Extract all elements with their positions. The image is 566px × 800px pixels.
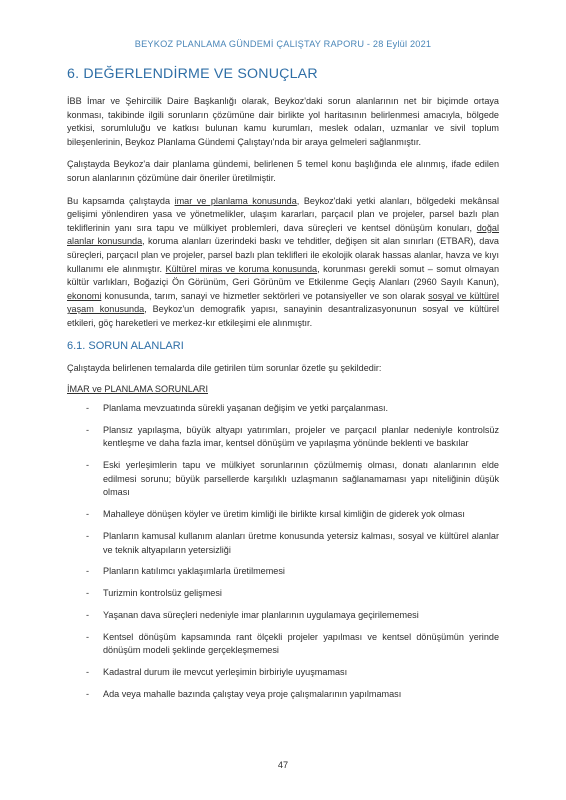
list-item xyxy=(67,530,499,557)
bullet-dash: - xyxy=(86,609,90,620)
bullet-dash: - xyxy=(86,531,90,541)
list-item xyxy=(67,402,499,416)
paragraph-scope: Çalıştayda Beykoz'a dair planlama gündemi, belirlenen 5 temel konu başlığında ele alınmış, ifade edilen sorun alanlarının çözümüne dair öneriler üretilmiştir. xyxy=(67,159,499,183)
paragraph-intro: İBB İmar ve Şehircilik Daire Başkanlığı olarak, Beykoz'daki sorun alanlarının net bir biçimde ortaya konması, takibinde ilgili sorunların çözümüne dair birlikte yol haritasının belirlenmesi amacıyla, bölgede yetkisi, sorumluluğu ve katkısı bulunan kamu kurumları, meslek odaları, uzmanlar ve sivil toplum bileşenlerinin, Beykoz Planlama Gündemi Çalıştayı'nda bir araya gelmeleri sağlanmıştır. xyxy=(67,96,499,147)
list-item xyxy=(67,459,499,500)
bullet-dash: - xyxy=(86,631,90,642)
topics-text-6: , Beykoz'un demografik yapısı, sanayinin desantralizasyonunun sosyal ve kültürel etkileri, göç hareketleri ve merkez-kır etkileşimi ele alınmıştır. xyxy=(67,304,499,328)
list-item-text: Ada veya mahalle bazında çalıştay veya proje çalışmalarının yapılmaması xyxy=(103,688,402,699)
topic-kulturel-miras: Kültürel miras ve koruma konusunda xyxy=(165,263,318,274)
topics-text-4: , korunması gerekli somut – somut olmayan kültür varlıkları, Boğaziçi Ön Görünüm, Geri Görünüm ve Etkilenme Geçiş Alanları (2960 Sayılı Kanun), xyxy=(67,263,500,288)
page-number: 47 xyxy=(277,760,289,770)
bullet-dash: - xyxy=(86,403,90,414)
subsection-intro: Çalıştayda belirlenen temalarda dile getirilen tüm sorunlar özetle şu şekildedir: xyxy=(67,362,382,373)
list-item xyxy=(67,565,499,579)
bullet-dash: - xyxy=(86,566,90,577)
list-item-text: Plansız yapılaşma, büyük altyapı yatırımları, projeler ve parçacıl planlar nedeniyle kontrolsüz kentleşme ve daha fazla imar, kentsel dönüşüm ve yapılaşma yönünde beklenti ve baskılar xyxy=(103,424,499,449)
topic-sosyal-kulturel: sosyal ve kültürel yaşam konusunda xyxy=(67,290,500,315)
topics-text-3: , koruma alanları üzerindeki baskı ve tehditler, değişen sit alan sınırları (ETBAR), dava süreçleri, parçacıl plan ve projeler, parsel bazlı plan teklifleri ile ekolojik olarak hassas alanlar, havza ve kıyı kullanımı ele alınmıştır. xyxy=(67,236,499,274)
list-item xyxy=(67,424,499,451)
list-item-text: Kadastral durum ile mevcut yerleşimin birbiriyle uyuşmaması xyxy=(103,667,348,678)
bullet-dash: - xyxy=(86,424,90,435)
list-item-text: Yaşanan dava süreçleri nedeniyle imar planlarının uygulamaya geçirilememesi xyxy=(103,609,419,620)
subsection-title: 6.1. SORUN ALANLARI xyxy=(67,339,184,352)
list-item xyxy=(67,688,499,702)
list-item xyxy=(67,508,499,522)
bullet-dash: - xyxy=(86,509,90,520)
topic-dogal-alanlar: doğal alanlar konusunda xyxy=(67,222,499,247)
list-item-text: Planların kamusal kullanım alanları üretme konusunda yetersiz kalması, sosyal ve kültürel alanlar ve teknik altyapıların yetersizliği xyxy=(103,531,499,555)
list-item xyxy=(67,587,499,601)
list-item-text: Turizmin kontrolsüz gelişmesi xyxy=(103,588,222,599)
bullet-dash: - xyxy=(86,667,90,678)
list-heading: İMAR ve PLANLAMA SORUNLARI xyxy=(67,384,208,395)
main-content xyxy=(67,66,499,710)
list-item-text: Planlama mevzuatında sürekli yaşanan değişim ve yetki parçalanması. xyxy=(103,403,389,414)
list-item-text: Planların katılımcı yaklaşımlarla üretilmemesi xyxy=(103,566,285,577)
list-item-text: Eski yerleşimlerin tapu ve mülkiyet sorunlarının çözülmemiş olması, donatı alanlarının elde edilmesi sorunu; büyük parsellerde karşılıklı uzlaşmanın sağlanamaması yapı niteliğinin düşük olması xyxy=(103,460,499,498)
paragraph-topics xyxy=(67,195,499,331)
topics-text-2: , Beykoz'daki yetki alanları, bölgedeki mekânsal gelişimi yönlendiren yasa ve yönetmelikler, ulaşım kararları, parçacıl plan ve projeler, parsel bazlı plan tekliflerinin yanı sıra tapu ve mülkiyet problemleri, dava süreçleri ve kentsel dönüşüm konuları, xyxy=(67,195,499,233)
section-title: 6. DEĞERLENDİRME VE SONUÇLAR xyxy=(67,66,318,82)
topics-text-1: Bu kapsamda çalıştayda xyxy=(67,195,175,206)
topics-text-5: konusunda, tarım, sanayi ve hizmetler sektörleri ve potansiyeller ve son olarak xyxy=(101,290,429,301)
bullet-dash: - xyxy=(86,588,90,599)
topic-ekonomi: ekonomi xyxy=(67,290,102,301)
bullet-dash: - xyxy=(86,460,90,471)
list-item-text: Kentsel dönüşüm kapsamında rant ölçekli projeler yapılması ve kentsel dönüşümün yerinde dönüşüm modeli şeklinde gerçekleşmemesi xyxy=(103,631,499,656)
list-item xyxy=(67,631,499,658)
list-item-text: Mahalleye dönüşen köyler ve üretim kimliği ile birlikte kırsal kimliğin de giderek yok olması xyxy=(103,509,465,520)
topic-imar-planlama: imar ve planlama konusunda xyxy=(174,195,297,206)
bullet-dash: - xyxy=(86,688,90,699)
running-header: BEYKOZ PLANLAMA GÜNDEMİ ÇALIŞTAY RAPORU - 28 Eylül 2021 xyxy=(134,39,432,49)
list-item xyxy=(67,609,499,623)
list-item xyxy=(67,666,499,680)
problem-list xyxy=(67,402,499,701)
